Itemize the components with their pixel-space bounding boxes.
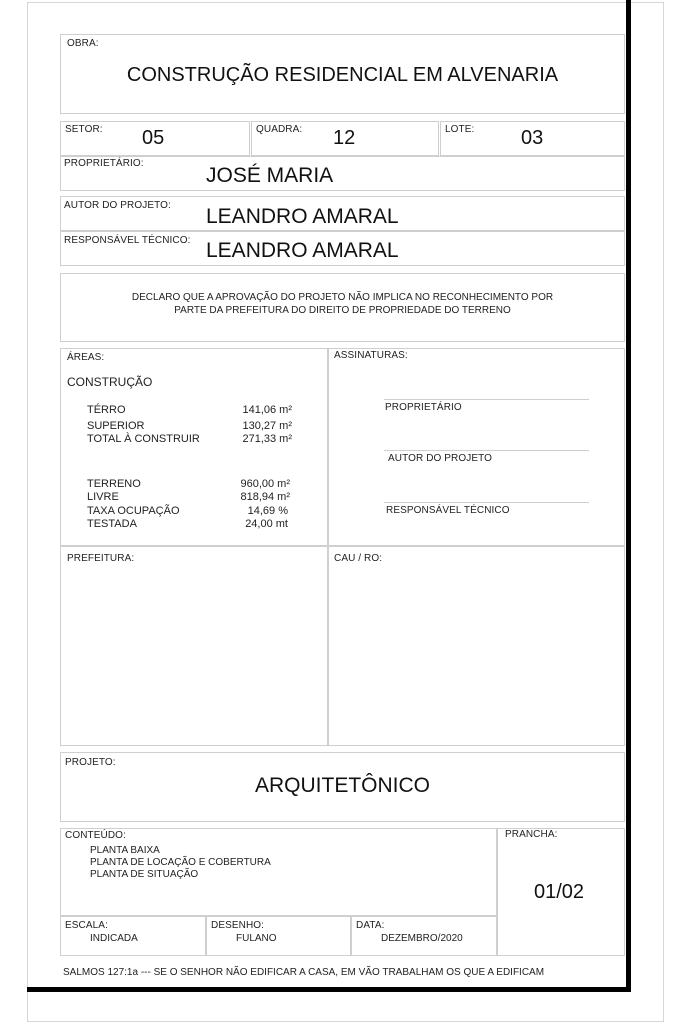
responsavel-label: RESPONSÁVEL TÉCNICO: xyxy=(64,235,191,246)
footer-verse: SALMOS 127:1a --- SE O SENHOR NÃO EDIFICAR A CASA, EM VÃO TRABALHAM OS QUE A EDIFICAM xyxy=(63,967,545,978)
area-row-name-6: TESTADA xyxy=(87,518,137,530)
areas-label: ÁREAS: xyxy=(67,352,105,363)
conteudo-item-2: PLANTA DE SITUAÇÃO xyxy=(90,869,199,880)
lote-label: LOTE: xyxy=(445,124,475,135)
obra-label: OBRA: xyxy=(67,38,99,49)
signature-autor-label: AUTOR DO PROJETO xyxy=(388,453,493,464)
escala-label: ESCALA: xyxy=(65,920,108,931)
signature-line-responsavel xyxy=(384,502,589,503)
data-label: DATA: xyxy=(356,920,385,931)
prancha-value: 01/02 xyxy=(534,881,585,903)
area-row-value-3: 960,00 m² xyxy=(240,478,290,490)
projeto-value: ARQUITETÔNICO xyxy=(254,774,430,797)
escala-value: INDICADA xyxy=(90,933,138,944)
area-row-value-2: 271,33 m² xyxy=(242,433,292,445)
area-row-name-3: TERRENO xyxy=(87,478,141,490)
declaracao-line-2: PARTE DA PREFEITURA DO DIREITO DE PROPRIEDADE DO TERRENO xyxy=(174,305,511,316)
obra-value: CONSTRUÇÃO RESIDENCIAL EM ALVENARIA xyxy=(126,64,559,86)
conteudo-label: CONTEÚDO: xyxy=(65,830,126,841)
conteudo-item-0: PLANTA BAIXA xyxy=(90,845,160,856)
sheet-right-border xyxy=(626,0,631,992)
autor-label: AUTOR DO PROJETO: xyxy=(64,200,171,211)
area-row-name-1: SUPERIOR xyxy=(87,420,145,432)
proprietario-label: PROPRIETÁRIO: xyxy=(64,158,144,169)
prancha-label: PRANCHA: xyxy=(505,829,558,840)
lote-value: 03 xyxy=(521,127,544,149)
signature-proprietario-label: PROPRIETÁRIO xyxy=(385,402,462,413)
setor-value: 05 xyxy=(142,127,165,149)
signature-line-proprietario xyxy=(384,399,589,400)
area-row-name-2: TOTAL À CONSTRUIR xyxy=(87,433,200,445)
proprietario-value: JOSÉ MARIA xyxy=(206,164,334,187)
setor-label: SETOR: xyxy=(65,124,103,135)
autor-value: LEANDRO AMARAL xyxy=(206,205,399,228)
areas-construcao: CONSTRUÇÃO xyxy=(67,375,153,389)
area-row-value-0: 141,06 m² xyxy=(242,404,292,416)
proprietario-box xyxy=(60,156,625,191)
declaracao-line-1: DECLARO QUE A APROVAÇÃO DO PROJETO NÃO IMPLICA NO RECONHECIMENTO POR xyxy=(131,292,554,303)
desenho-label: DESENHO: xyxy=(211,920,265,931)
cau-label: CAU / RO: xyxy=(334,553,383,564)
signature-line-autor xyxy=(384,450,589,451)
area-row-value-1: 130,27 m² xyxy=(242,420,292,432)
area-row-value-5: 14,69 % xyxy=(247,505,288,517)
assinaturas-label: ASSINATURAS: xyxy=(334,350,408,361)
area-row-name-0: TÉRRO xyxy=(87,404,126,416)
assinaturas-box xyxy=(328,348,625,546)
projeto-label: PROJETO: xyxy=(65,757,116,768)
signature-responsavel-label: RESPONSÁVEL TÉCNICO xyxy=(386,505,510,516)
area-row-value-6: 24,00 mt xyxy=(245,518,288,530)
conteudo-item-1: PLANTA DE LOCAÇÃO E COBERTURA xyxy=(90,857,271,868)
area-row-value-4: 818,94 m² xyxy=(240,491,290,503)
area-row-name-4: LIVRE xyxy=(87,491,119,503)
prefeitura-label: PREFEITURA: xyxy=(67,553,135,564)
quadra-label: QUADRA: xyxy=(256,124,303,135)
cau-box xyxy=(328,546,625,746)
quadra-value: 12 xyxy=(333,127,356,149)
desenho-value: FULANO xyxy=(236,933,277,944)
area-row-name-5: TAXA OCUPAÇÃO xyxy=(87,505,180,517)
prefeitura-box xyxy=(60,546,328,746)
responsavel-value: LEANDRO AMARAL xyxy=(206,239,399,262)
data-value: DEZEMBRO/2020 xyxy=(381,933,463,944)
sheet-bottom-border xyxy=(27,987,631,992)
